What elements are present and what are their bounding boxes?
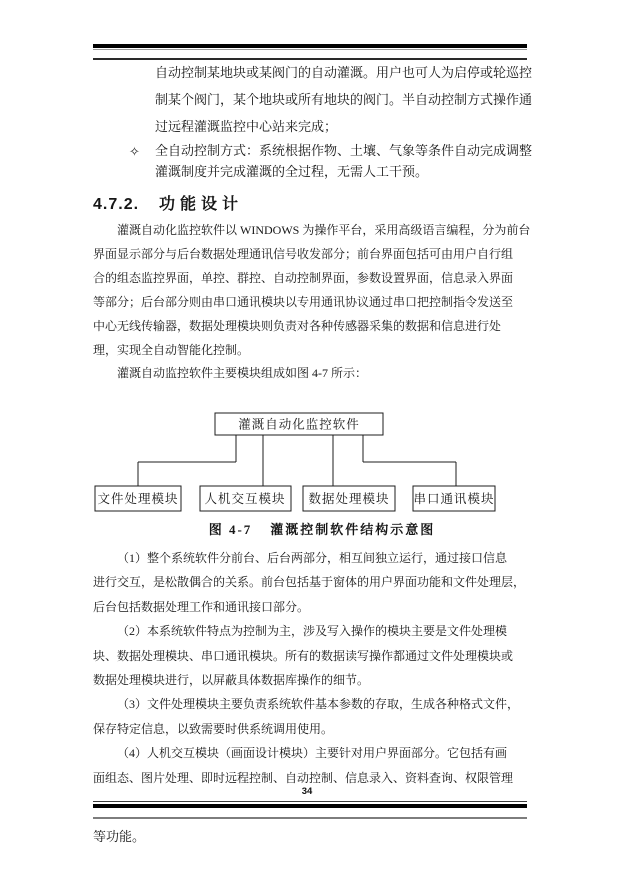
text-line: 块、数据处理模块、串口通讯模块。所有的数据读写操作都通过文件处理模块或 — [93, 648, 514, 663]
text-line: 理，实现全自动智能化控制。 — [93, 343, 250, 357]
figure-caption-title: 灌溉控制软件结构示意图 — [270, 522, 436, 537]
text-line: （3）文件处理模块主要负责系统软件基本参数的存取，生成各种格式文件， — [117, 697, 520, 712]
text-line: 后台包括数据处理工作和通讯接口部分。 — [93, 599, 310, 614]
page-number: 34 — [301, 786, 313, 797]
section-title: 功能设计 — [159, 196, 244, 213]
page-top-thick-rule — [93, 44, 527, 48]
figure-caption-label: 图 4-7 — [208, 522, 253, 537]
figure-caption — [0, 519, 620, 538]
text-line: 等部分；后台部分则由串口通讯模块以专用通讯协议通过串口把控制指令发送至 — [93, 295, 514, 309]
text-line: 灌溉自动化监控软件以 WINDOWS 为操作平台，采用高级语言编程，分为前台 — [117, 223, 531, 237]
text-line: 合的组态监控界面，单控、群控、自动控制界面，参数设置界面，信息录入界面 — [93, 271, 514, 285]
diagram-module-label-serial: 串口通讯模块 — [413, 492, 495, 506]
diagram-module-label-hmi: 人机交互模块 — [204, 492, 286, 506]
text-line: 数据处理模块进行，以屏蔽具体数据库操作的细节。 — [93, 673, 370, 688]
text-line: 保存特定信息，以致需要时供系统调用使用。 — [93, 721, 334, 736]
diagram-module-label-file: 文件处理模块 — [97, 492, 179, 506]
footer-thick-rule — [93, 804, 527, 808]
diagram-root-label: 灌溉自动化监控软件 — [238, 417, 360, 432]
footer-thin-rule — [93, 801, 527, 802]
intro-paragraph — [93, 218, 531, 362]
text-line: 进行交互，是松散偶合的关系。前台包括基于窗体的用户界面功能和文件处理层， — [93, 575, 526, 590]
next-page-first-line: 等功能。 — [93, 829, 146, 844]
text-line: 制某个阀门，某个地块或所有地块的阀门。半自动控制方式操作通 — [155, 92, 533, 107]
text-line: （2）本系统软件特点为控制为主，涉及写入操作的模块主要是文件处理模 — [117, 624, 508, 639]
diagram-module-label-data: 数据处理模块 — [308, 492, 390, 506]
paragraph-continuation — [155, 59, 532, 140]
text-line: 界面显示部分与后台数据处理通讯信号收发部分；前台界面包括可由用户自行组 — [93, 247, 514, 261]
bullet-item — [155, 140, 532, 182]
section-number: 4.7.2. — [93, 196, 140, 213]
diamond-bullet-icon: ✧ — [129, 144, 140, 159]
figure-diagram — [0, 405, 620, 519]
text-line: 面组态、图片处理、即时远程控制、自动控制、信息录入、资料查询、权限管理 — [93, 770, 514, 785]
text-line: 灌溉制度并完成灌溉的全过程，无需人工干预。 — [155, 164, 429, 179]
text-line: 中心无线传输器，数据处理模块则负责对各种传感器采集的数据和信息进行处 — [93, 319, 502, 333]
text-line: （4）人机交互模块（画面设计模块）主要针对用户界面部分。它包括有画 — [117, 746, 508, 761]
text-line: 自动控制某地块或某阀门的自动灌溉。用户也可人为启停或轮巡控 — [155, 65, 533, 80]
page-top-rule-shadow — [93, 49, 527, 50]
text-line: （1）整个系统软件分前台、后台两部分，相互间独立运行，通过接口信息 — [117, 551, 508, 565]
section-heading — [93, 191, 243, 214]
next-page-header-rule — [93, 817, 527, 819]
text-line: 过远程灌溉监控中心站来完成； — [155, 119, 338, 134]
text-line: 全自动控制方式：系统根据作物、土壤、气象等条件自动完成调整 — [155, 143, 533, 158]
numbered-points — [93, 546, 527, 790]
figure-lead-sentence: 灌溉自动监控软件主要模块组成如图 4-7 所示： — [117, 366, 367, 380]
